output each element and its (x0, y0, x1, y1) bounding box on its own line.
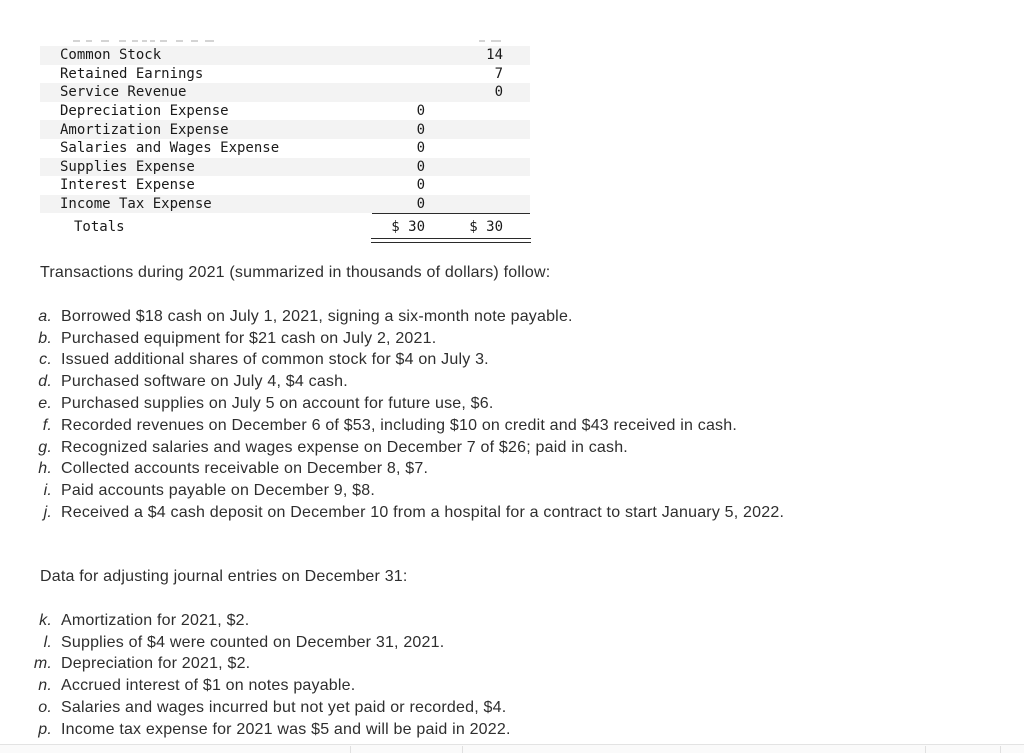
item-text: Purchased supplies on July 5 on account for future use, $6. (61, 395, 494, 413)
account-name: Service Revenue (60, 84, 187, 101)
item-text: Purchased equipment for $21 cash on July 2, 2021. (61, 329, 437, 347)
table-row (40, 46, 530, 65)
adjustment-item (28, 675, 511, 697)
item-text: Issued additional shares of common stock for $4 on July 3. (61, 351, 489, 369)
credit-value: 7 (494, 65, 503, 82)
trial-balance-rows (40, 46, 530, 213)
debit-value: 0 (416, 140, 425, 157)
transaction-item (28, 502, 784, 524)
totals-label: Totals (74, 218, 125, 235)
transaction-item (28, 437, 784, 459)
item-text: Accrued interest of $1 on notes payable. (61, 677, 356, 695)
account-name: Salaries and Wages Expense (60, 140, 280, 157)
adjustment-item (28, 654, 511, 676)
table-row (40, 65, 530, 84)
account-name: Depreciation Expense (60, 103, 229, 120)
item-letter: n. (38, 677, 52, 695)
item-text: Received a $4 cash deposit on December 10 from a hospital for a contract to start January 5, 2022. (61, 504, 785, 522)
transactions-intro: Transactions during 2021 (summarized in thousands of dollars) follow: (40, 264, 551, 281)
totals-row (40, 215, 530, 238)
cropped-text-remnant-mark (491, 40, 501, 42)
cropped-text-remnant-mark (142, 40, 147, 42)
item-letter: k. (39, 611, 52, 629)
adjustment-item (28, 632, 511, 654)
table-row (40, 120, 530, 139)
transaction-item (28, 480, 784, 502)
cropped-text-remnant-mark (191, 40, 198, 42)
item-letter: i. (43, 482, 52, 500)
item-text: Purchased software on July 4, $4 cash. (61, 373, 348, 391)
credit-value: 0 (494, 84, 503, 101)
account-name: Income Tax Expense (60, 196, 212, 213)
item-text: Amortization for 2021, $2. (61, 611, 250, 629)
account-name: Amortization Expense (60, 121, 229, 138)
item-text: Supplies of $4 were counted on December 31, 2021. (61, 633, 445, 651)
transaction-item (28, 306, 784, 328)
account-name: Supplies Expense (60, 158, 195, 175)
adjustment-item (28, 719, 511, 741)
debit-value: 0 (416, 103, 425, 120)
account-name: Common Stock (60, 47, 162, 64)
item-letter: e. (38, 395, 52, 413)
adjustments-list (28, 610, 511, 741)
table-row (40, 195, 530, 214)
transaction-item (28, 415, 784, 437)
totals-double-rule (371, 238, 531, 243)
item-letter: g. (38, 438, 52, 456)
item-letter: l. (43, 633, 52, 651)
debit-value: 0 (416, 121, 425, 138)
cropped-text-remnant-mark (160, 40, 167, 42)
table-row (40, 139, 530, 158)
transaction-item (28, 350, 784, 372)
item-text: Paid accounts payable on December 9, $8. (61, 482, 375, 500)
trial-balance-table (40, 46, 530, 243)
debit-value: 0 (416, 158, 425, 175)
cropped-text-remnant-mark (150, 40, 155, 42)
transaction-item (28, 393, 784, 415)
item-text: Recorded revenues on December 6 of $53, including $10 on credit and $43 received in cash. (61, 416, 737, 434)
table-row (40, 102, 530, 121)
item-text: Recognized salaries and wages expense on December 7 of $26; paid in cash. (61, 438, 628, 456)
cropped-text-remnant-mark (101, 40, 109, 42)
item-text: Borrowed $18 cash on July 1, 2021, signing a six-month note payable. (61, 307, 573, 325)
item-letter: b. (38, 329, 52, 347)
bottom-table-column-divider (350, 746, 351, 753)
account-name: Interest Expense (60, 177, 195, 194)
transactions-list (28, 306, 784, 524)
transaction-item (28, 328, 784, 350)
adjustments-intro: Data for adjusting journal entries on December 31: (40, 568, 408, 585)
adjustment-item (28, 697, 511, 719)
cropped-text-remnant-mark (132, 40, 138, 42)
cropped-text-remnant-mark (119, 40, 126, 42)
bottom-table-edge (0, 744, 1024, 753)
debit-value: 0 (416, 196, 425, 213)
credit-value: 14 (486, 47, 503, 64)
item-text: Depreciation for 2021, $2. (61, 655, 251, 673)
cropped-text-remnant-mark (73, 40, 80, 42)
table-row (40, 176, 530, 195)
item-letter: d. (38, 373, 52, 391)
transaction-item (28, 371, 784, 393)
item-letter: p. (38, 720, 52, 738)
bottom-table-column-divider (1000, 746, 1001, 753)
account-name: Retained Earnings (60, 65, 204, 82)
totals-debit: $ 30 (391, 218, 425, 235)
item-text: Salaries and wages incurred but not yet paid or recorded, $4. (61, 699, 507, 717)
bottom-table-column-divider (462, 746, 463, 753)
item-text: Collected accounts receivable on December 8, $7. (61, 460, 429, 478)
totals-credit: $ 30 (469, 218, 503, 235)
cropped-text-remnant-mark (86, 40, 92, 42)
debit-value: 0 (416, 177, 425, 194)
item-text: Income tax expense for 2021 was $5 and will be paid in 2022. (61, 720, 511, 738)
item-letter: o. (38, 699, 52, 717)
item-letter: c. (39, 351, 52, 369)
transaction-item (28, 459, 784, 481)
bottom-table-column-divider (925, 746, 926, 753)
item-letter: m. (33, 655, 52, 673)
item-letter: j. (43, 504, 52, 522)
item-letter: a. (38, 307, 52, 325)
adjustment-item (28, 610, 511, 632)
totals-top-rule (372, 213, 530, 214)
cropped-text-remnant-mark (176, 40, 183, 42)
table-row (40, 158, 530, 177)
item-letter: f. (42, 416, 52, 434)
item-letter: h. (38, 460, 52, 478)
table-row (40, 83, 530, 102)
cropped-text-remnant-mark (479, 40, 485, 42)
cropped-text-remnant-mark (205, 40, 214, 42)
